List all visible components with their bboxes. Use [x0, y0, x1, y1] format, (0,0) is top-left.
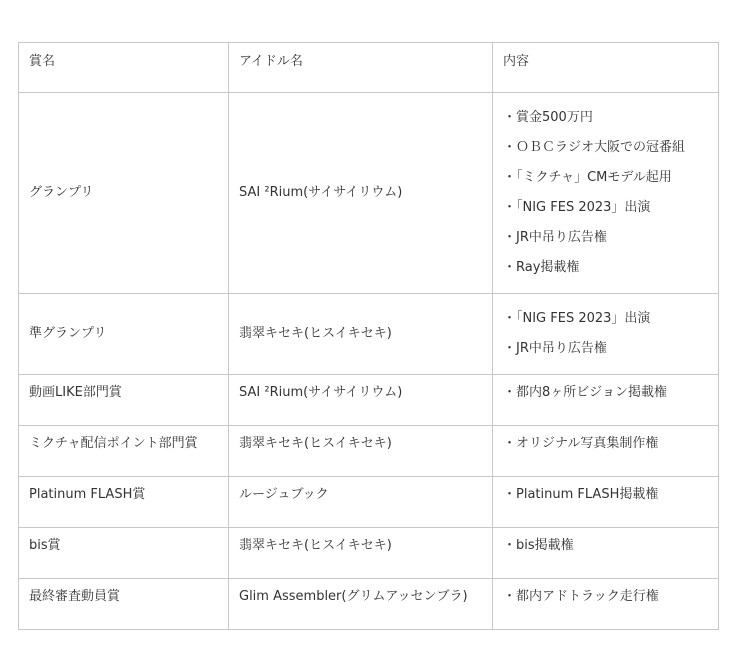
header-idol: アイドル名: [229, 43, 493, 93]
content-item: ・「NIG FES 2023」出演: [503, 311, 651, 326]
award-content: ・オリジナル写真集制作権: [493, 426, 719, 477]
award-name: bis賞: [19, 528, 229, 579]
table-header-row: [19, 43, 719, 93]
content-item: ・Ray掲載権: [503, 260, 580, 275]
award-content: ・都内8ヶ所ビジョン掲載権: [493, 375, 719, 426]
award-name: ミクチャ配信ポイント部門賞: [19, 426, 229, 477]
table-row: [19, 426, 719, 477]
awards-table: [18, 42, 719, 630]
award-name: 動画LIKE部門賞: [19, 375, 229, 426]
idol-name: SAI ²Rium(サイサイリウム): [229, 375, 493, 426]
header-award: 賞名: [19, 43, 229, 93]
idol-name: Glim Assembler(グリムアッセンブラ): [229, 579, 493, 630]
table-row: [19, 294, 719, 375]
idol-name: 翡翠キセキ(ヒスイキセキ): [229, 528, 493, 579]
award-content: [493, 294, 719, 375]
content-item: ・賞金500万円: [503, 110, 593, 125]
table-row: [19, 579, 719, 630]
content-item: ・「NIG FES 2023」出演: [503, 200, 651, 215]
idol-name: 翡翠キセキ(ヒスイキセキ): [229, 294, 493, 375]
table-row: [19, 477, 719, 528]
content-item: ・JR中吊り広告権: [503, 341, 607, 356]
award-name: 最終審査動員賞: [19, 579, 229, 630]
award-content: ・Platinum FLASH掲載権: [493, 477, 719, 528]
idol-name: SAI ²Rium(サイサイリウム): [229, 93, 493, 294]
award-name: Platinum FLASH賞: [19, 477, 229, 528]
table-row: [19, 375, 719, 426]
header-content: 内容: [493, 43, 719, 93]
award-content: [493, 93, 719, 294]
content-item: ・「ミクチャ」CMモデル起用: [503, 170, 672, 185]
award-name: グランプリ: [19, 93, 229, 294]
table-row: [19, 93, 719, 294]
award-content: ・都内アドトラック走行権: [493, 579, 719, 630]
idol-name: 翡翠キセキ(ヒスイキセキ): [229, 426, 493, 477]
content-item: ・ＯＢＣラジオ大阪での冠番組: [503, 140, 686, 155]
award-name: 準グランプリ: [19, 294, 229, 375]
table-row: [19, 528, 719, 579]
content-item: ・JR中吊り広告権: [503, 230, 607, 245]
idol-name: ルージュブック: [229, 477, 493, 528]
award-content: ・bis掲載権: [493, 528, 719, 579]
